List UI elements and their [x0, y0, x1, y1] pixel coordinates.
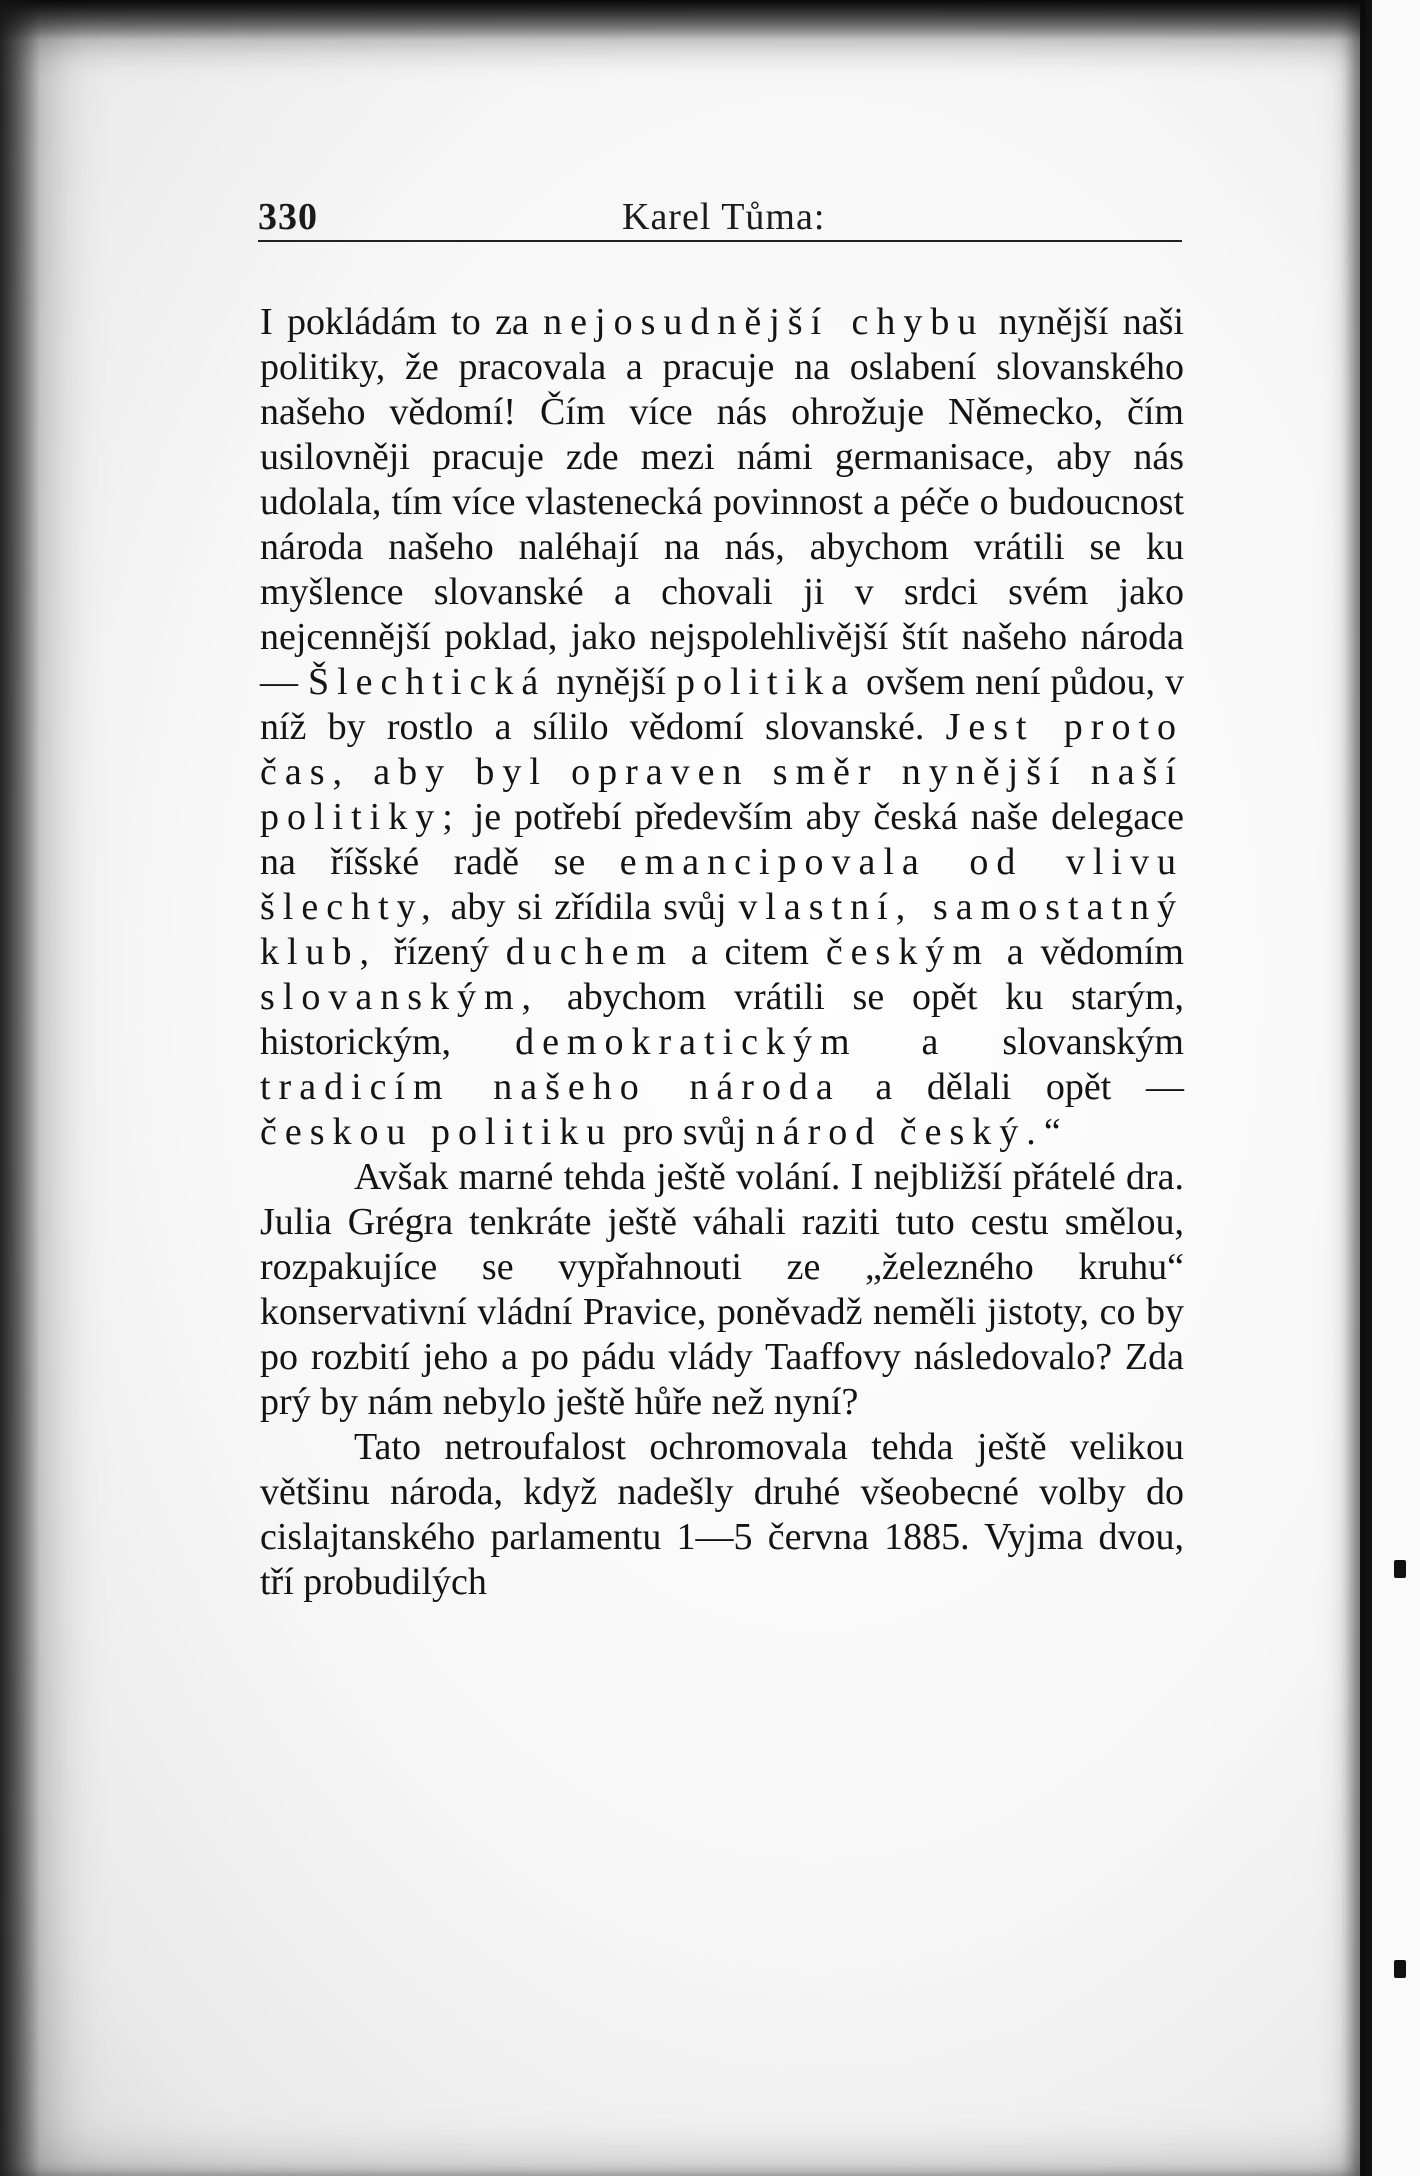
- text-run: a slovanským: [857, 1021, 1184, 1063]
- emphasized-text: politika: [675, 661, 857, 703]
- text-run: je potřebí především aby česká naše delegace na říšské radě se: [260, 796, 1184, 883]
- emphasized-text: duchem: [505, 931, 674, 973]
- emphasized-text: národ český.: [755, 1111, 1044, 1153]
- text-run: pro svůj: [613, 1111, 756, 1153]
- text-run: a citem: [674, 931, 826, 973]
- emphasized-text: emancipovala od vlivu šlechty,: [260, 841, 1185, 928]
- page-header: [258, 194, 1182, 242]
- emphasized-text: českou politiku: [260, 1111, 614, 1153]
- emphasized-text: Šlechtická: [307, 661, 547, 703]
- paragraph: [260, 300, 1184, 1155]
- text-run: a vědomím: [989, 931, 1184, 973]
- scan-right-edge: [1366, 0, 1420, 2176]
- edge-mark: [1394, 1560, 1406, 1578]
- page-number: 330: [258, 196, 318, 238]
- scan-top-shadow: [0, 0, 1420, 40]
- edge-mark: [1394, 1960, 1406, 1978]
- emphasized-text: Jest proto čas, aby byl opraven směr nynější naší politiky;: [260, 706, 1185, 838]
- text-run: ovšem není půdou, v níž by rostlo a sílilo vědomí slovanské.: [260, 661, 1185, 748]
- emphasized-text: tradicím našeho národa: [260, 1066, 841, 1108]
- emphasized-text: nejosudnější chybu: [543, 301, 985, 343]
- text-run: nynější: [546, 661, 676, 703]
- text-run: Tato netroufalost ochromovala tehda ještě velikou většinu národa, když nadešly druhé všeobecné volby do cislajtanského parlamentu 1—5 června 1885. Vyjma dvou, tří probudilých: [260, 1426, 1184, 1603]
- text-run: a dělali opět —: [840, 1066, 1184, 1108]
- text-run: “: [1043, 1111, 1061, 1153]
- running-head: Karel Tůma:: [622, 196, 826, 238]
- emphasized-text: českým: [825, 931, 990, 973]
- emphasized-text: vlastní, samostatný klub,: [260, 886, 1184, 973]
- text-run: nynější naši politiky, že pracovala a pracuje na oslabení slovanského našeho vědomí! Čím více nás ohrožuje Německo, čím usilovněji pracuje zde mezi námi germanisace, aby nás udolala, tím více vlastenecká povinnost a péče o budoucnost národa našeho naléhají na nás, abychom vrátili se ku myšlence slovanské a chovali ji v srdci svém jako nejcennější poklad, jako nejspolehlivější štít našeho národa —: [260, 301, 1184, 703]
- emphasized-text: slovanským,: [260, 976, 540, 1018]
- paragraph: [260, 1155, 1184, 1425]
- scan-left-shadow: [0, 0, 40, 2176]
- text-run: abychom vrátili se opět ku starým, historickým,: [260, 976, 1184, 1063]
- emphasized-text: demokratickým: [515, 1021, 858, 1063]
- text-run: řízený: [377, 931, 506, 973]
- body-text: [260, 300, 1184, 1605]
- text-run: I pokládám to za: [260, 301, 544, 343]
- text-run: aby si zřídila svůj: [438, 886, 739, 928]
- paragraph: [260, 1425, 1184, 1605]
- text-run: Avšak marné tehda ještě volání. I nejbližší přátelé dra. Julia Grégra tenkráte ještě váhali raziti tuto cestu smělou, rozpakujíce se vypřahnouti ze „železného kruhu“ konservativní vládní Pravice, poněvadž neměli jistoty, co by po rozbití jeho a po pádu vlády Taaffovy následovalo? Zda prý by nám nebylo ještě hůře než nyní?: [260, 1156, 1184, 1423]
